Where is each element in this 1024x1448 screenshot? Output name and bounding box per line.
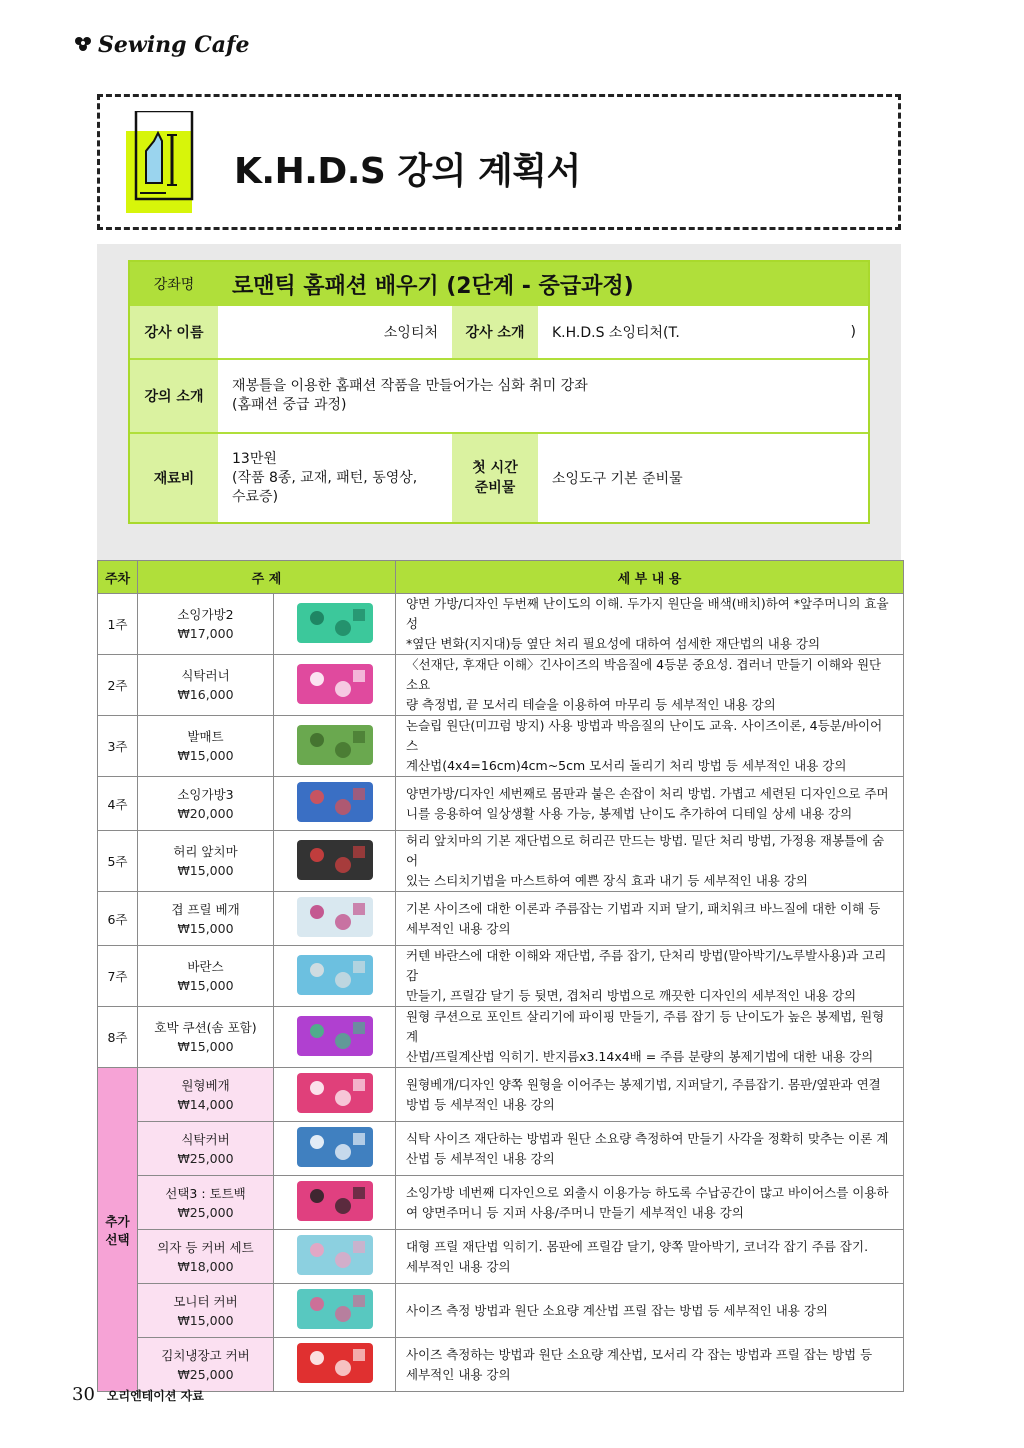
course-intro-line: 재봉틀을 이용한 홈패션 작품을 만들어가는 심화 취미 강좌 <box>232 378 588 394</box>
detail-line: 여 양면주머니 등 지퍼 사용/주머니 만들기 세부적인 내용 강의 <box>406 1204 744 1220</box>
table-row <box>98 946 904 1007</box>
detail-line: 사이즈 측정 방법과 원단 소요량 계산법 프릴 잡는 방법 등 세부적인 내용 강의 <box>406 1302 829 1318</box>
fee-label: 재료비 <box>130 434 218 522</box>
topic-name: 김치냉장고 커버 <box>161 1347 250 1363</box>
product-photo <box>293 1124 377 1170</box>
table-row <box>98 777 904 831</box>
product-photo-cell <box>274 1007 396 1068</box>
product-photo <box>293 837 377 883</box>
teacher-intro-label: 강사 소개 <box>452 306 538 358</box>
detail-line: 허리 앞치마의 기본 재단법으로 허리끈 만드는 방법. 밑단 처리 방법, 가정용 재봉틀에 숨어 <box>406 833 885 868</box>
detail-cell <box>396 946 904 1007</box>
detail-line: 〈선재단, 후재단 이해〉긴사이즈의 박음질에 4등분 중요성. 겹러너 만들기 이해와 원단 소요 <box>406 657 882 692</box>
product-photo-cell <box>274 1284 396 1338</box>
fee-line: 13만원 <box>232 450 277 467</box>
topic-price: ₩15,000 <box>177 1039 234 1054</box>
fee-line: 수료증) <box>232 488 279 505</box>
topic-cell <box>138 1068 274 1122</box>
topic-cell <box>138 892 274 946</box>
topic-price: ₩14,000 <box>177 1096 234 1112</box>
topic-price: ₩15,000 <box>177 920 234 936</box>
table-row <box>98 1122 904 1176</box>
detail-cell <box>396 1122 904 1176</box>
table-row <box>98 655 904 716</box>
detail-cell <box>396 1230 904 1284</box>
product-photo-cell <box>274 1230 396 1284</box>
detail-line: 세부적인 내용 강의 <box>406 920 511 936</box>
detail-line: 원형베개/디자인 양쪽 원형을 이어주는 봉제기법, 지퍼달기, 주름잡기. 몸판/옆판과 연결 <box>406 1076 881 1092</box>
detail-cell <box>396 1338 904 1392</box>
table-row <box>98 892 904 946</box>
detail-cell <box>396 777 904 831</box>
prep-label-line: 준비물 <box>474 480 516 496</box>
week-cell: 1주 <box>98 594 138 655</box>
topic-name: 원형베개 <box>181 1077 230 1093</box>
teacher-intro-text: K.H.D.S 소잉티처(T. <box>552 325 680 341</box>
product-photo-cell <box>274 655 396 716</box>
product-photo <box>293 1178 377 1224</box>
prep-label <box>452 434 538 522</box>
detail-cell <box>396 1176 904 1230</box>
topic-cell <box>138 946 274 1007</box>
topic-cell <box>138 1176 274 1230</box>
week-cell: 7주 <box>98 946 138 1007</box>
topic-price: ₩15,000 <box>177 863 234 878</box>
detail-line: 세부적인 내용 강의 <box>406 1366 511 1382</box>
product-photo-cell <box>274 1122 396 1176</box>
topic-cell <box>138 831 274 892</box>
topic-name: 발매트 <box>187 729 224 744</box>
topic-cell <box>138 1230 274 1284</box>
table-row <box>98 1068 904 1122</box>
teacher-intro-close: ) <box>850 324 856 340</box>
product-photo-cell <box>274 1176 396 1230</box>
detail-line: 있는 스티치기법을 마스트하여 예쁜 장식 효과 내기 등 세부적인 내용 강의 <box>406 873 808 888</box>
topic-price: ₩15,000 <box>177 748 234 763</box>
topic-name: 의자 등 커버 세트 <box>157 1239 254 1255</box>
topic-name: 호박 쿠션(솜 포함) <box>154 1020 257 1035</box>
table-row <box>98 716 904 777</box>
topic-name: 식탁러너 <box>181 668 230 683</box>
page-title: K.H.D.S 강의 계획서 <box>234 151 581 192</box>
topic-cell <box>138 655 274 716</box>
detail-line: 원형 쿠션으로 포인트 살리기에 파이핑 만들기, 주름 잡기 등 난이도가 높은 봉제법, 원형계 <box>406 1009 885 1044</box>
detail-cell <box>396 716 904 777</box>
table-row <box>98 1230 904 1284</box>
topic-cell <box>138 777 274 831</box>
product-photo <box>293 779 377 825</box>
detail-line: 사이즈 측정하는 방법과 원단 소요량 계산법, 모서리 각 잡는 방법과 프릴 잡는 방법 등 <box>406 1346 873 1362</box>
topic-name: 소잉가방2 <box>177 607 234 622</box>
product-photo-cell <box>274 1068 396 1122</box>
week-cell: 3주 <box>98 716 138 777</box>
detail-cell <box>396 892 904 946</box>
topic-header: 주 제 <box>138 561 396 594</box>
page-number: 30 <box>72 1384 95 1405</box>
course-intro-line: (홈패션 중급 과정) <box>232 397 347 413</box>
topic-price: ₩17,000 <box>177 626 234 641</box>
product-photo-cell <box>274 594 396 655</box>
detail-line: 식탁 사이즈 재단하는 방법과 원단 소요량 측정하여 만들기 사각을 정확히 맞추는 이론 계 <box>406 1130 889 1146</box>
detail-cell <box>396 655 904 716</box>
topic-name: 소잉가방3 <box>177 786 234 802</box>
week-cell: 4주 <box>98 777 138 831</box>
detail-line: 니를 응용하여 일상생활 사용 가능, 봉제법 난이도 추가하여 디테일 상세 내용 강의 <box>406 805 853 821</box>
product-photo <box>293 661 377 707</box>
detail-line: 기본 사이즈에 대한 이론과 주름잡는 기법과 지퍼 달기, 패치워크 바느질에 대한 이해 등 <box>406 900 881 916</box>
prep-value: 소잉도구 기본 준비물 <box>552 471 683 487</box>
extra-label-line: 추가 <box>105 1213 130 1229</box>
week-cell: 5주 <box>98 831 138 892</box>
topic-price: ₩16,000 <box>177 687 234 702</box>
table-row <box>98 1284 904 1338</box>
intro-label: 강의 소개 <box>130 360 218 432</box>
product-photo <box>293 1232 377 1278</box>
course-name-label: 강좌명 <box>130 262 218 306</box>
detail-cell <box>396 1284 904 1338</box>
week-header: 주차 <box>98 561 138 594</box>
detail-line: 산법/프릴계산법 익히기. 반지름x3.14x4배 = 주름 분량의 봉제기법에 대한 내용 강의 <box>406 1049 874 1064</box>
topic-name: 바란스 <box>187 959 224 974</box>
product-photo-cell <box>274 1338 396 1392</box>
product-photo <box>293 722 377 768</box>
course-intro <box>218 360 868 432</box>
product-photo <box>293 1013 377 1059</box>
topic-cell <box>138 594 274 655</box>
table-row <box>98 594 904 655</box>
topic-price: ₩15,000 <box>177 1312 234 1328</box>
week-cell: 8주 <box>98 1007 138 1068</box>
detail-line: 논슬립 원단(미끄럼 방지) 사용 방법과 박음질의 난이도 교육. 사이즈이론, 4등분/바이어스 <box>406 718 883 753</box>
product-photo <box>293 952 377 998</box>
detail-line: 커텐 바란스에 대한 이해와 재단법, 주름 잡기, 단처리 방법(말아박기/노루발사용)과 고리감 <box>406 948 887 983</box>
table-row <box>98 1176 904 1230</box>
detail-line: 대형 프릴 재단법 익히기. 몸판에 프릴감 달기, 양쪽 말아박기, 코너각 잡기 주름 잡기. <box>406 1238 869 1254</box>
topic-cell <box>138 1284 274 1338</box>
topic-cell <box>138 1122 274 1176</box>
topic-price: ₩20,000 <box>177 805 234 821</box>
detail-line: 량 측정법, 끝 모서리 테슬을 이용하여 마무리 등 세부적인 내용 강의 <box>406 697 776 712</box>
detail-header: 세 부 내 용 <box>396 561 904 594</box>
course-info-table <box>128 260 870 524</box>
topic-name: 모니터 커버 <box>173 1293 238 1309</box>
course-info-section <box>97 244 901 562</box>
topic-price: ₩25,000 <box>177 1366 234 1382</box>
table-row <box>98 1338 904 1392</box>
detail-line: 양면가방/디자인 세번째로 몸판과 붙은 손잡이 처리 방법. 가볍고 세련된 디자인으로 주머 <box>406 785 889 801</box>
detail-cell <box>396 831 904 892</box>
topic-name: 겹 프릴 베개 <box>171 901 240 917</box>
page-footer <box>72 1384 204 1405</box>
topic-cell <box>138 716 274 777</box>
detail-line: 만들기, 프릴감 달기 등 뒷면, 겹처리 방법으로 깨끗한 디자인의 세부적인 내용 강의 <box>406 988 857 1003</box>
week-cell: 6주 <box>98 892 138 946</box>
topic-price: ₩25,000 <box>177 1150 234 1166</box>
detail-cell <box>396 1068 904 1122</box>
detail-line: 소잉가방 네번째 디자인으로 외출시 이용가능 하도록 수납공간이 많고 바이어스를 이용하 <box>406 1184 889 1200</box>
detail-line: 산법 등 세부적인 내용 강의 <box>406 1150 555 1166</box>
detail-line: 세부적인 내용 강의 <box>406 1258 511 1274</box>
detail-line: *옆단 변화(지지대)등 옆단 처리 필요성에 대하여 섬세한 재단법의 내용 강의 <box>406 636 821 651</box>
table-header-row <box>98 561 904 594</box>
teacher-name: 소잉티처 <box>383 325 438 341</box>
topic-price: ₩18,000 <box>177 1258 234 1274</box>
week-cell: 2주 <box>98 655 138 716</box>
footer-label: 오리엔테이션 자료 <box>106 1389 204 1403</box>
brand-name: Sewing Cafe <box>98 32 250 58</box>
topic-price: ₩25,000 <box>177 1204 234 1220</box>
table-row <box>98 831 904 892</box>
brand-logo <box>72 30 249 60</box>
detail-cell <box>396 594 904 655</box>
weekly-plan-table <box>97 560 904 1392</box>
fee-line: (작품 8종, 교재, 패턴, 동영상, <box>232 469 418 486</box>
extra-label-line: 선택 <box>105 1231 130 1247</box>
product-photo-cell <box>274 831 396 892</box>
flower-icon <box>72 34 94 56</box>
topic-name: 허리 앞치마 <box>173 844 238 859</box>
product-photo-cell <box>274 777 396 831</box>
product-photo-cell <box>274 716 396 777</box>
product-photo <box>293 1286 377 1332</box>
product-photo <box>293 600 377 646</box>
prep-label-line: 첫 시간 <box>472 460 518 476</box>
fee-value <box>218 434 452 522</box>
detail-cell <box>396 1007 904 1068</box>
table-row <box>98 1007 904 1068</box>
product-photo <box>293 1340 377 1386</box>
detail-line: 방법 등 세부적인 내용 강의 <box>406 1096 555 1112</box>
product-photo-cell <box>274 892 396 946</box>
product-photo-cell <box>274 946 396 1007</box>
detail-line: 계산법(4x4=16cm)4cm~5cm 모서리 돌리기 처리 방법 등 세부적인 내용 강의 <box>406 758 847 773</box>
dress-pattern-icon <box>126 111 194 213</box>
extra-selection-cell <box>98 1068 138 1392</box>
course-name: 로맨틱 홈패션 배우기 (2단계 - 중급과정) <box>218 262 868 306</box>
product-photo <box>293 1070 377 1116</box>
topic-cell <box>138 1007 274 1068</box>
detail-line: 양면 가방/디자인 두번째 난이도의 이해. 두가지 원단을 배색(배치)하여 *앞주머니의 효율성 <box>406 596 889 631</box>
teacher-label: 강사 이름 <box>130 306 218 358</box>
product-photo <box>293 894 377 940</box>
topic-name: 선택3 : 토트백 <box>165 1185 246 1201</box>
topic-name: 식탁커버 <box>181 1131 230 1147</box>
title-box <box>97 94 901 230</box>
topic-price: ₩15,000 <box>177 978 234 993</box>
teacher-intro <box>538 306 856 358</box>
